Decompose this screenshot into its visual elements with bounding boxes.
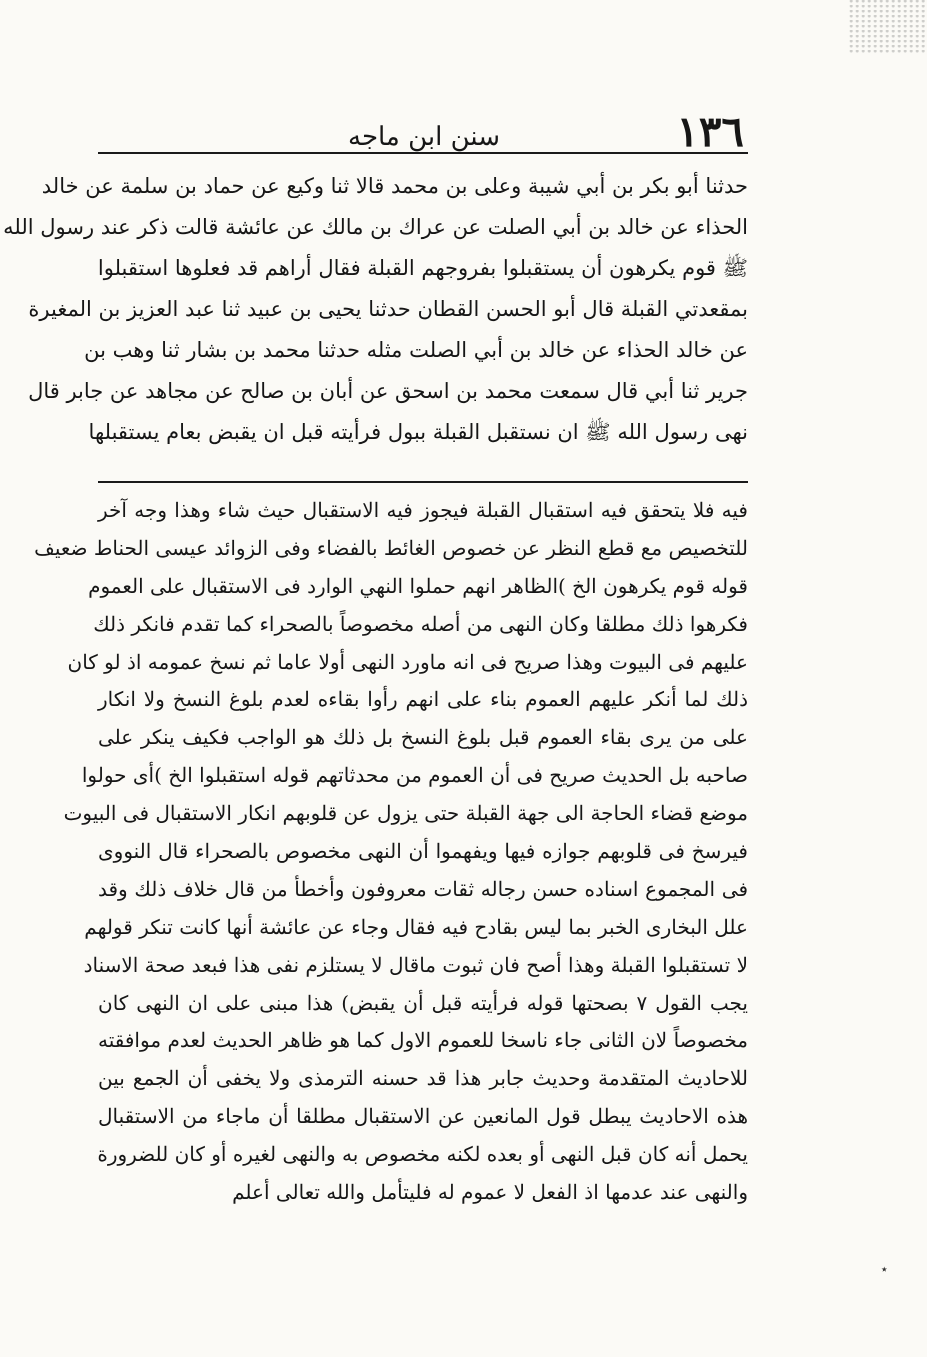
commentary-line: موضع قضاء الحاجة الى جهة القبلة حتى يزول عن قلوبهم انكار الاستقبال فى البيوت [63,801,748,826]
commentary-line: للتخصيص مع قطع النظر عن خصوص الغائط بالفضاء وفى الزوائد عيسى الحناط ضعيف [34,535,748,560]
commentary-line: هذه الاحاديث يبطل قول المانعين عن الاستقبال مطلقا أن ماجاء من الاستقبال [98,1104,748,1129]
hadith-line: نهى رسول الله ﷺ ان نستقبل القبلة ببول فرأيته قبل ان يقبض بعام يستقبلها [88,420,748,444]
section-rule [98,481,748,483]
hadith-line: حدثنا أبو بكر بن أبي شيبة وعلى بن محمد قالا ثنا وكيع عن حماد بن سلمة عن خالد [41,174,748,198]
commentary-line: على من يرى بقاء العموم قبل بلوغ النسخ بل ذلك هو الواجب فكيف ينكر على [98,725,748,750]
commentary-line: مخصوصاً لان الثانى جاء ناسخا للعموم الاول كما هو ظاهر الحديث لعدم موافقته [98,1028,748,1053]
commentary-line: قوله قوم يكرهون الخ )الظاهر انهم حملوا النهي الوارد فى الاستقبال على العموم [88,573,748,598]
commentary-line: فكرهوا ذلك مطلقا وكان النهى من أصله مخصوصاً بالصحراء كما تقدم فانكر ذلك [93,611,748,636]
header-rule [98,152,748,154]
commentary-line: للاحاديث المتقدمة وحديث جابر هذا قد حسنه الترمذى ولا يخفى أن الجمع بين [98,1066,748,1091]
hadith-line: جرير ثنا أبي قال سمعت محمد بن اسحق عن أبان بن صالح عن مجاهد عن جابر قال [28,379,748,403]
running-title: سنن ابن ماجه [348,122,501,152]
commentary-line: يجب القول ٧ بصحتها قوله فرأيته قبل أن يقبض) هذا مبنى على ان النهى كان [98,990,748,1015]
hadith-line: عن خالد الحذاء عن خالد بن أبي الصلت مثله حدثنا محمد بن بشار ثنا وهب بن [84,338,748,362]
scan-noise [847,0,927,55]
commentary-line: والنهى عند عدمها اذ الفعل لا عموم له فليتأمل والله تعالى أعلم [232,1180,748,1205]
commentary-line: فيرسخ فى قلوبهم جوازه فيها ويفهموا أن النهى مخصوص بالصحراء قال النووى [98,839,748,864]
margin-mark: ٭ [881,1262,888,1276]
commentary-line: ذلك لما أنكر عليهم العموم بناء على انهم رأوا بقاءه لعدم بلوغ النسخ ولا انكار [98,687,748,712]
hadith-text [3,166,748,453]
commentary-text [34,492,748,1212]
page-header [98,107,748,156]
commentary-line: فى المجموع اسناده حسن رجاله ثقات معروفون وأخطأ من قال خلاف ذلك وقد [98,876,748,901]
commentary-line: فيه فلا يتحقق فيه استقبال القبلة فيجوز فيه الاستقبال حيث شاء وهذا وجه آخر [98,498,748,522]
page-number: ١٣٦ [676,107,744,156]
hadith-line: بمقعدتي القبلة قال أبو الحسن القطان حدثنا يحيى بن عبيد ثنا عبد العزيز بن المغيرة [28,297,748,321]
hadith-line: ﷺ قوم يكرهون أن يستقبلوا بفروجهم القبلة فقال أراهم قد فعلوها استقبلوا [97,256,748,280]
commentary-line: صاحبه بل الحديث صريح فى أن العموم من محدثاتهم قوله استقبلوا الخ )أى حولوا [81,763,748,788]
commentary-line: علل البخارى الخبر بما ليس بقادح فيه فقال وجاء عن عائشة أنها كانت تنكر قولهم [84,914,748,939]
commentary-line: عليهم فى البيوت وهذا صريح فى انه ماورد النهى أولا عاما ثم نسخ عمومه اذ لو كان [67,649,748,674]
commentary-line: لا تستقبلوا القبلة وهذا أصح فان ثبوت ماقال لا يستلزم نفى هذا فبعد صحة الاسناد [83,952,748,977]
hadith-line: الحذاء عن خالد بن أبي الصلت عن عراك بن مالك عن عائشة قالت ذكر عند رسول الله [3,215,748,239]
commentary-line: يحمل أنه كان قبل النهى أو بعده لكنه مخصوص به والنهى لغيره أو كان للضرورة [97,1142,748,1167]
